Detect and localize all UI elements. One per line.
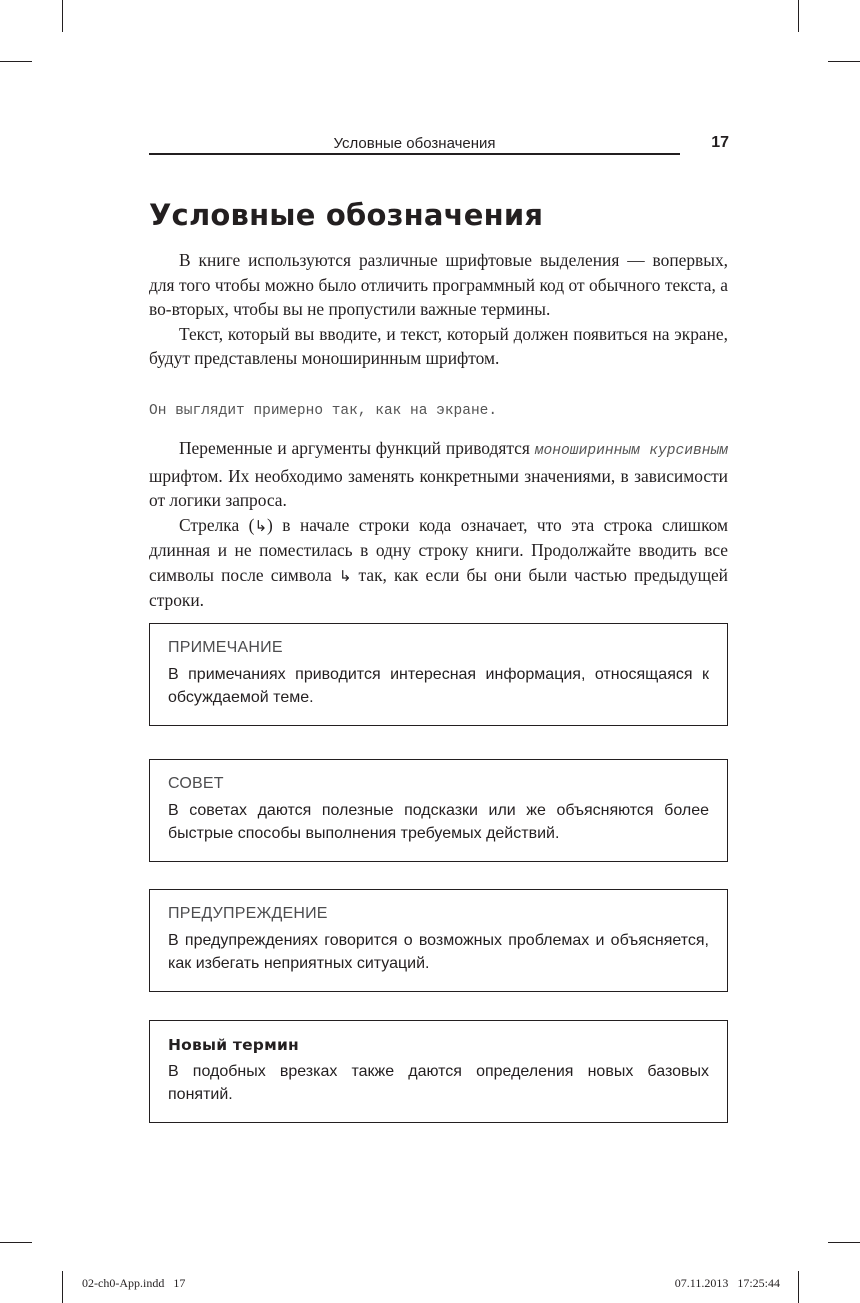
tip-title: СОВЕТ [168, 775, 224, 792]
paragraph-arrow-start: Стрелка ( [179, 514, 255, 535]
continuation-arrow-icon: ↳ [254, 516, 268, 535]
crop-mark-right-bottom [828, 1242, 860, 1243]
paragraph-arrow [149, 513, 728, 613]
variables-text [149, 436, 728, 613]
continuation-arrow-icon: ↳ [338, 566, 352, 585]
paragraph-arrow-end: так, как если бы они были частью предыдущей строки. [149, 564, 728, 610]
chapter-title: Условные обозначения [149, 198, 544, 232]
note-title: ПРИМЕЧАНИЕ [168, 639, 283, 656]
running-head-rule [149, 153, 680, 155]
page-number: 17 [711, 134, 729, 151]
warning-title: ПРЕДУПРЕЖДЕНИЕ [168, 905, 328, 922]
crop-mark-left-top [0, 61, 32, 62]
intro-text [149, 248, 728, 371]
warning-box [149, 889, 728, 992]
mono-italic-sample: моноширинным курсивным [534, 443, 729, 459]
slug-file: 02-ch0-App.indd 17 [82, 1276, 186, 1290]
paragraph-monospace: Текст, который вы вводите, и текст, который должен появиться на экране, будут представлены моноширинным шрифтом. [149, 323, 728, 368]
running-head-title: Условные обозначения [333, 135, 496, 152]
crop-mark-right-top [828, 61, 860, 62]
tip-box [149, 759, 728, 862]
slug-datetime: 07.11.2013 17:25:44 [674, 1276, 780, 1290]
paragraph-variables-end: шрифтом. Их необходимо заменять конкретными значениями, в зависимости от логики запроса. [149, 465, 728, 510]
paragraph-arrow-middle: ) в начале строки кода означает, что эта строка слишком длинная и не поместилась в одну строку книги. Продолжайте вводить все символы после символа [149, 514, 729, 585]
crop-mark-top-left [62, 0, 63, 32]
running-head [149, 134, 729, 156]
new-term-box [149, 1020, 728, 1123]
code-example: Он выглядит примерно так, как на экране. [149, 403, 498, 419]
crop-mark-left-bottom [0, 1242, 32, 1243]
crop-mark-top-right [798, 0, 799, 32]
paragraph-variables-start: Переменные и аргументы функций приводятся [179, 438, 535, 458]
paragraph-variables [149, 436, 728, 513]
crop-mark-bottom-right [798, 1271, 799, 1303]
new-term-title: Новый термин [168, 1036, 299, 1054]
tip-text: В советах даются полезные подсказки или же объясняются более быстрые способы выполнения требуемых действий. [168, 802, 709, 842]
note-text: В примечаниях приводится интересная информация, относящаяся к обсуждаемой теме. [168, 666, 709, 706]
new-term-text: В подобных врезках также даются определения новых базовых понятий. [168, 1063, 709, 1103]
warning-text: В предупреждениях говорится о возможных проблемах и объясняется, как избегать неприятных ситуаций. [168, 932, 709, 972]
paragraph-fonts-intro: В книге используются различные шрифтовые выделения — вопервых, для того чтобы можно было отличить программный код от обычного текста, а во-вторых, чтобы вы не пропустили важные термины. [149, 250, 728, 319]
note-box [149, 623, 728, 726]
crop-mark-bottom-left [62, 1271, 63, 1303]
